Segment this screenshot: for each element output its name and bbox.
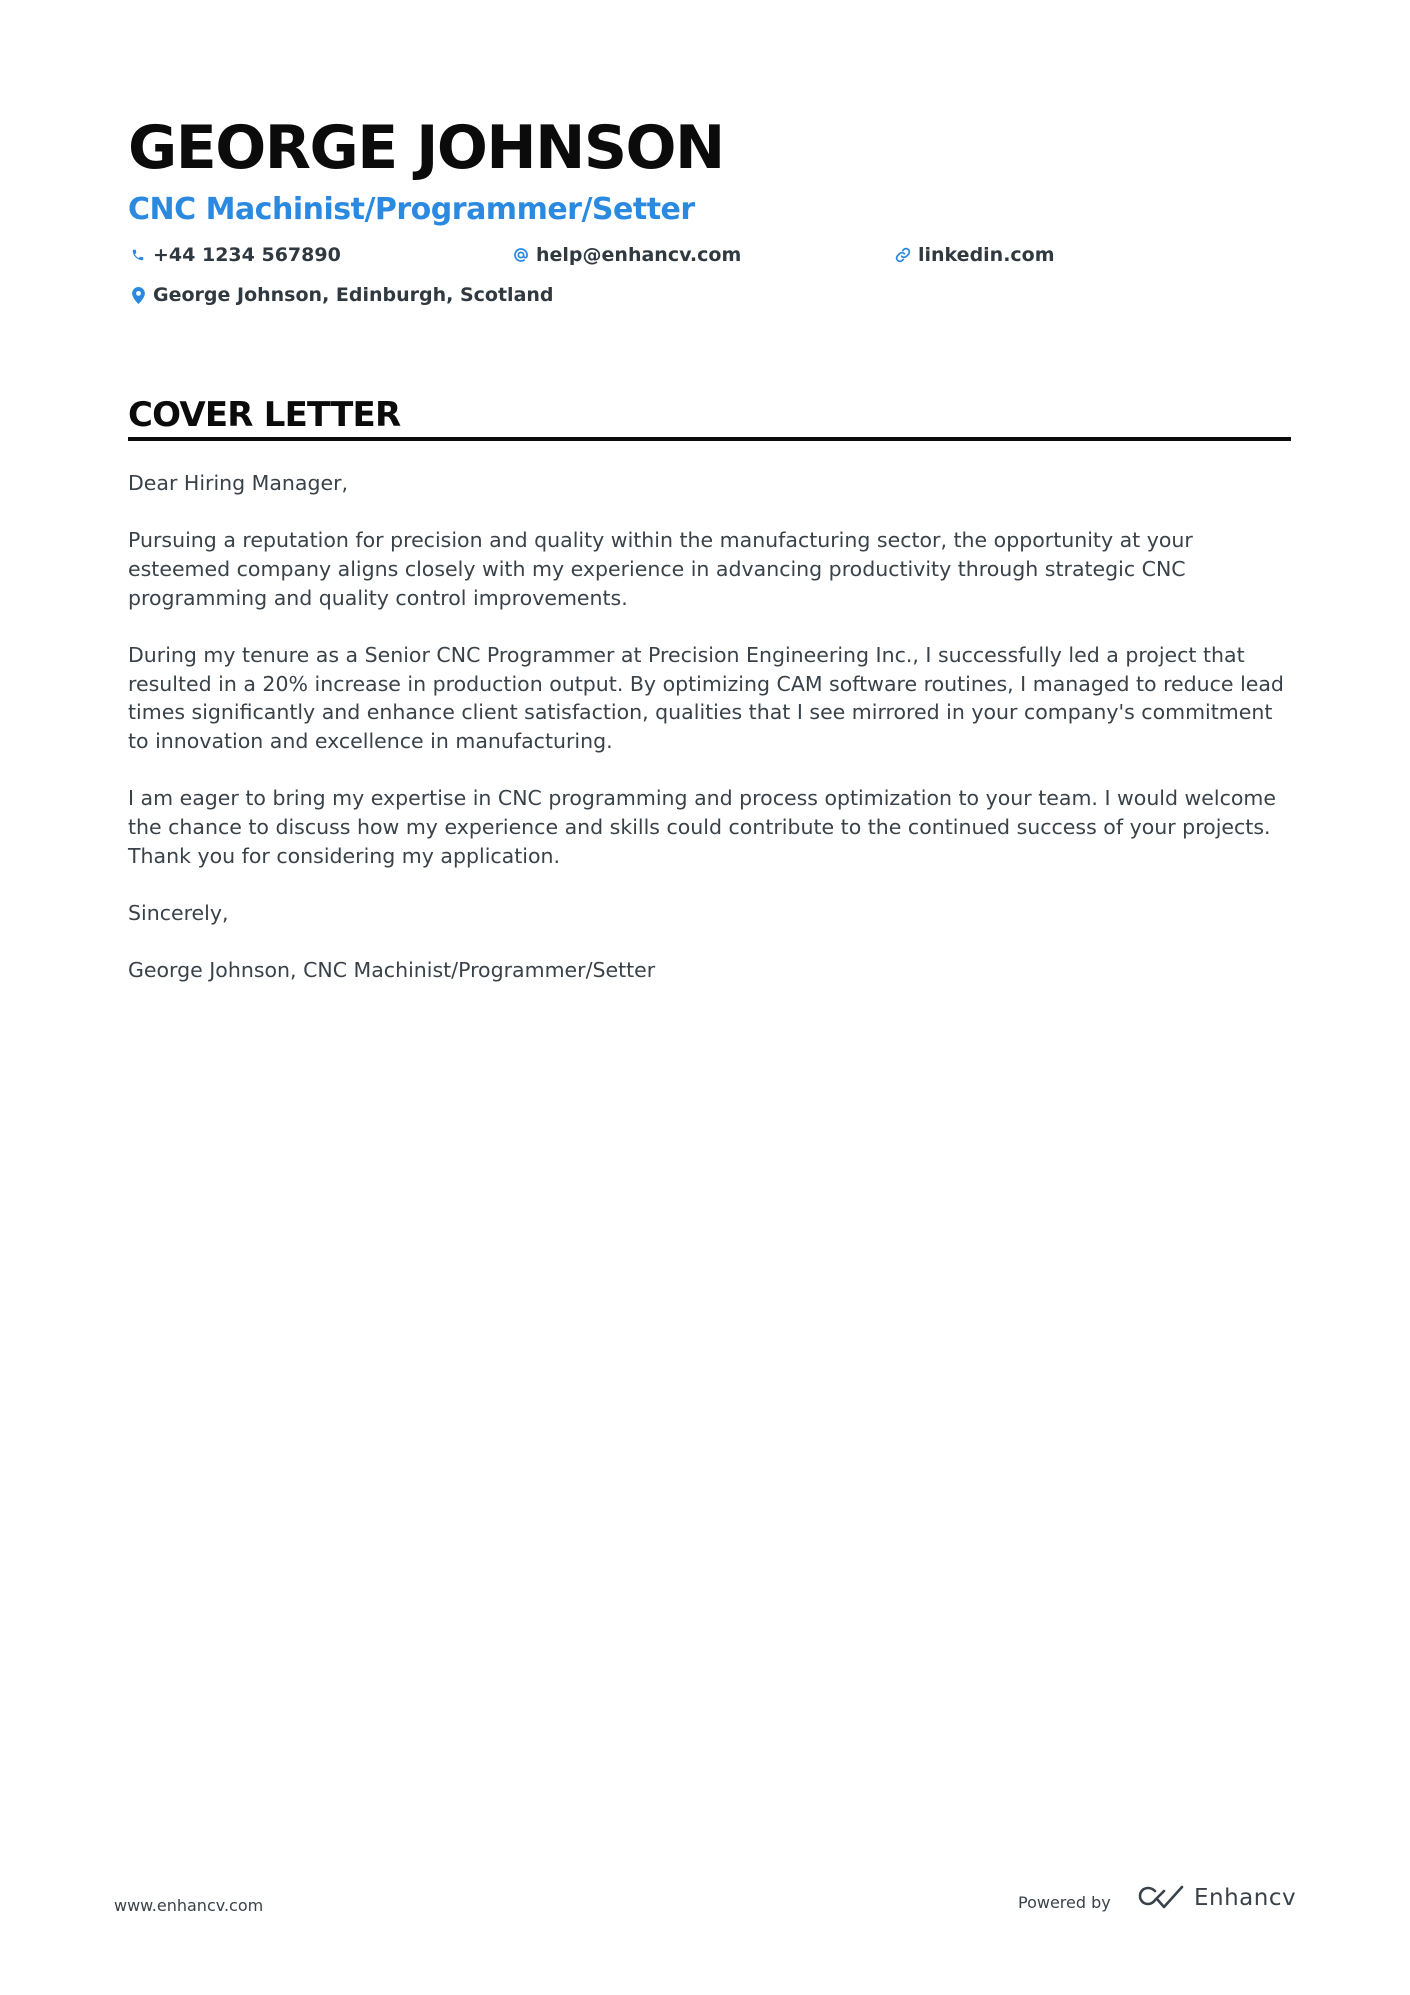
letter-paragraph: I am eager to bring my expertise in CNC programming and process optimization to your team. I would welcome the chance to discuss how my experience and skills could contribute to the continued success of your projects. Thank you for considering my application. bbox=[128, 786, 1276, 868]
contact-location bbox=[128, 282, 554, 308]
letter-paragraph: During my tenure as a Senior CNC Programmer at Precision Engineering Inc., I successfully led a project that resulted in a 20% increase in production output. By optimizing CAM software routines, I managed to reduce lead times significantly and enhance client satisfaction, qualities that I see mirrored in your company's commitment to innovation and excellence in manufacturing. bbox=[128, 642, 1284, 753]
section-title: COVER LETTER bbox=[128, 395, 401, 435]
link-icon bbox=[893, 245, 913, 265]
phone-icon bbox=[128, 245, 148, 265]
website-text[interactable]: linkedin.com bbox=[918, 244, 1055, 266]
contact-phone bbox=[128, 242, 341, 268]
candidate-role: CNC Machinist/Programmer/Setter bbox=[128, 192, 695, 227]
brand-logo[interactable] bbox=[1138, 1880, 1296, 1916]
footer-url[interactable]: www.enhancv.com bbox=[114, 1896, 264, 1915]
letter-greeting: Dear Hiring Manager, bbox=[128, 471, 349, 495]
map-pin-icon bbox=[128, 285, 148, 305]
letter-closing: Sincerely, bbox=[128, 900, 229, 925]
enhancv-logo-icon bbox=[1138, 1880, 1186, 1916]
at-icon bbox=[511, 245, 531, 265]
powered-by-label: Powered by bbox=[1018, 1893, 1111, 1912]
section-divider bbox=[128, 437, 1291, 441]
letter-signature: George Johnson, CNC Machinist/Programmer/Setter bbox=[128, 957, 656, 982]
contact-email[interactable] bbox=[511, 242, 741, 268]
letter-paragraph: Pursuing a reputation for precision and quality within the manufacturing sector, the opportunity at your esteemed company aligns closely with my experience in advancing productivity through strategic CNC programming and quality control improvements. bbox=[128, 528, 1193, 610]
email-text[interactable]: help@enhancv.com bbox=[536, 244, 742, 266]
phone-text: +44 1234 567890 bbox=[153, 244, 341, 266]
letter-body bbox=[128, 469, 1291, 1013]
candidate-name: GEORGE JOHNSON bbox=[128, 113, 724, 183]
contact-website[interactable] bbox=[893, 242, 1055, 268]
location-text: George Johnson, Edinburgh, Scotland bbox=[153, 284, 554, 306]
brand-name: Enhancv bbox=[1194, 1885, 1297, 1911]
